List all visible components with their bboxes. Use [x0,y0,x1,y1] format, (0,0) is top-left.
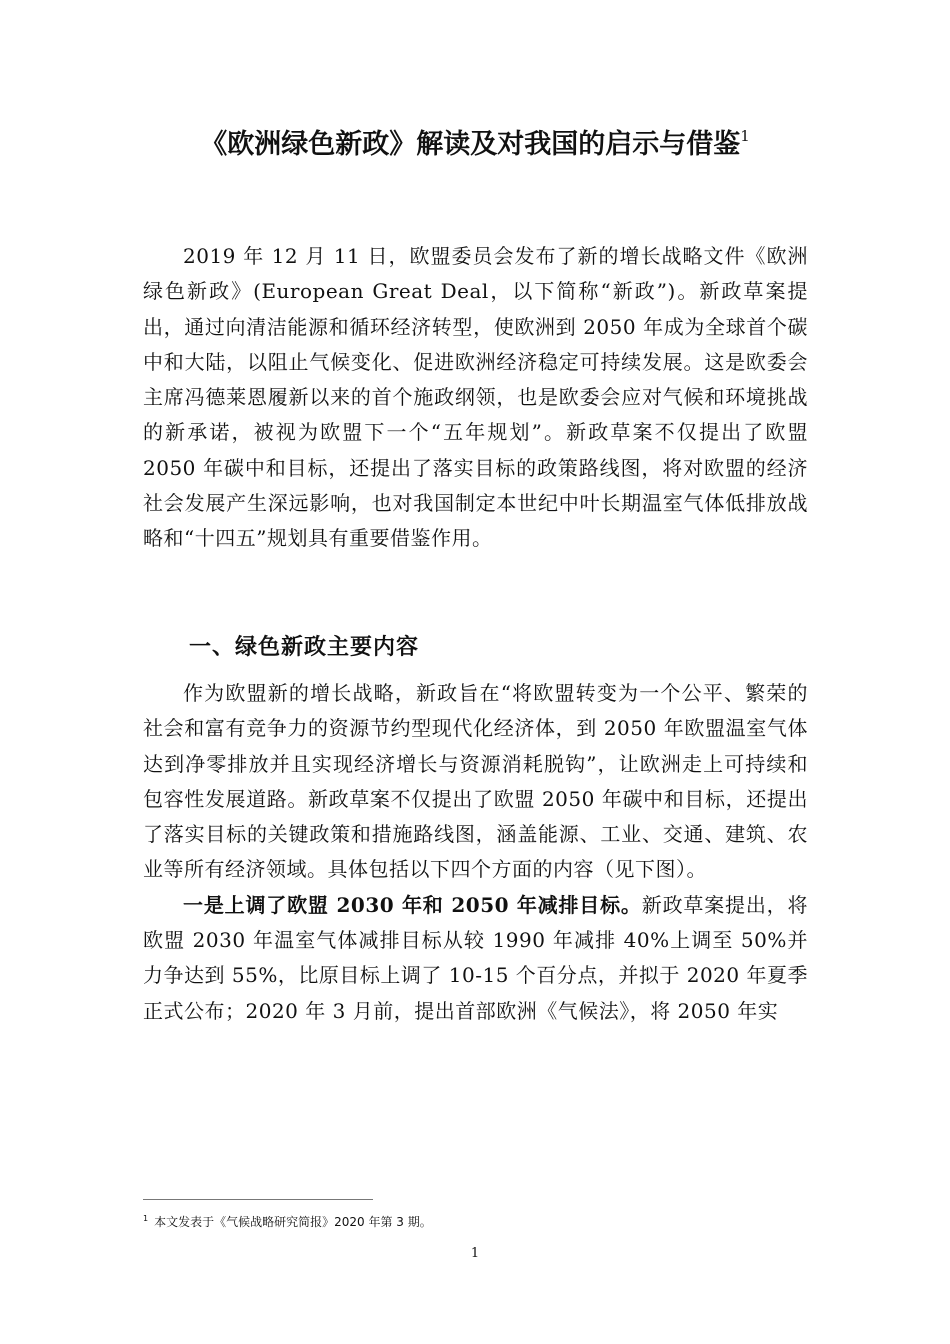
footnote-text: 本文发表于《气候战略研究简报》2020 年第 3 期。 [154,1215,432,1229]
title-text: 《欧洲绿色新政》解读及对我国的启示与借鉴 [200,129,741,160]
main-section [143,676,808,1029]
footnote-mark: 1 [143,1214,149,1223]
title-footnote-mark: 1 [740,127,750,145]
paragraph-targets-lead: 一是上调了欧盟 2030 年和 2050 年减排目标。 [183,892,642,917]
footnote-divider [143,1199,373,1200]
paragraph-targets-body: 新政草案提出，将欧盟 2030 年温室气体减排目标从较 1990 年减排 40%上调至 50%并力争达到 55%，比原目标上调了 10-15 个百分点，并拟于 2020 年夏季正式公布；2020 年 3 月前，提出首部欧洲《气候法》，将 2050 年实 [143,892,809,1023]
document-title [0,118,950,165]
footnote [143,1210,432,1231]
paragraph-targets [143,888,808,1029]
section-heading: 一、绿色新政主要内容 [189,635,420,660]
paragraph-intro: 2019 年 12 月 11 日，欧盟委员会发布了新的增长战略文件《欧洲绿色新政》(European Great Deal，以下简称“新政”)。新政草案提出，通过向清洁能源和循环经济转型，使欧洲到 2050 年成为全球首个碳中和大陆，以阻止气候变化、促进欧洲经济稳定可持续发展。这是欧委会主席冯德莱恩履新以来的首个施政纲领，也是欧委会应对气候和环境挑战的新承诺，被视为欧盟下一个“五年规划”。新政草案不仅提出了欧盟 2050 年碳中和目标，还提出了落实目标的政策路线图，将对欧盟的经济社会发展产生深远影响，也对我国制定本世纪中叶长期温室气体低排放战略和“十四五”规划具有重要借鉴作用。 [143,244,808,551]
page-number: 1 [470,1246,480,1261]
paragraph-overview: 作为欧盟新的增长战略，新政旨在“将欧盟转变为一个公平、繁荣的社会和富有竞争力的资源节约型现代化经济体，到 2050 年欧盟温室气体达到净零排放并且实现经济增长与资源消耗脱钩”，让欧洲走上可持续和包容性发展道路。新政草案不仅提出了欧盟 2050 年碳中和目标，还提出了落实目标的关键政策和措施路线图，涵盖能源、工业、交通、建筑、农业等所有经济领域。具体包括以下四个方面的内容（见下图）。 [143,681,808,882]
intro-section [143,239,808,557]
